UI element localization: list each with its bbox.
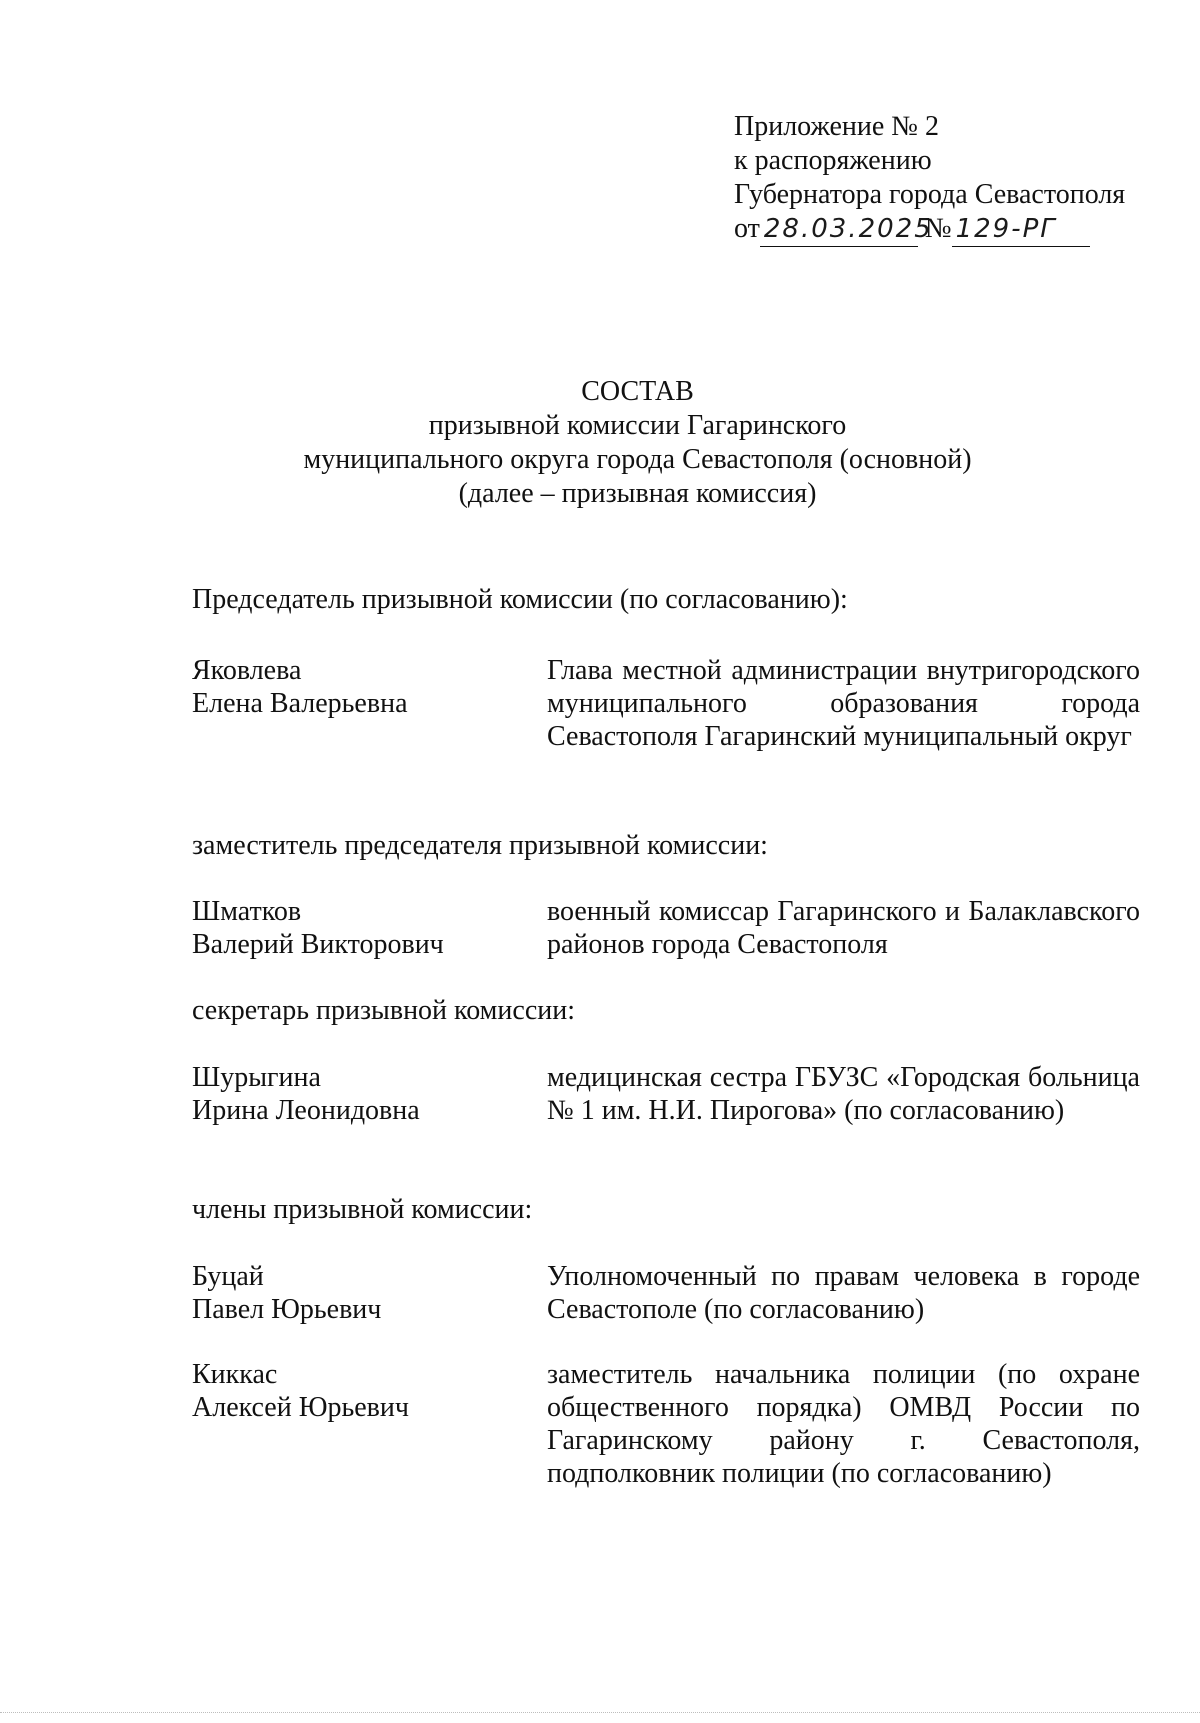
secretary-given-name: Ирина Леонидовна	[192, 1095, 420, 1126]
document-title	[0, 375, 1200, 511]
appendix-header	[734, 110, 1125, 247]
date-field	[760, 212, 933, 247]
chair-position: Глава местной администрации внутригородского муниципального образования города Севастополя Гагаринский муниципальный округ	[547, 655, 1140, 752]
title-main: СОСТАВ	[581, 376, 694, 407]
handwritten-date: 28.03.2025	[763, 214, 933, 244]
deputy-position: военный комиссар Гагаринского и Балаклавского районов города Севастополя	[547, 896, 1140, 960]
deputy-given-name: Валерий Викторович	[192, 929, 444, 960]
appendix-line-2: к распоряжению	[734, 145, 932, 176]
member-2-name	[192, 1358, 522, 1424]
secretary-name	[192, 1061, 522, 1127]
deputy-surname: Шматков	[192, 896, 302, 927]
secretary-position: медицинская сестра ГБУЗС «Городская больница № 1 им. Н.И. Пирогова» (по согласованию)	[547, 1062, 1140, 1126]
member-2-given-name: Алексей Юрьевич	[192, 1392, 409, 1423]
member-1-position: Уполномоченный по правам человека в городе Севастополе (по согласованию)	[547, 1261, 1140, 1325]
scan-edge-line	[0, 1712, 1200, 1715]
number-prefix: №	[924, 213, 952, 244]
chair-name	[192, 654, 522, 720]
handwritten-number: 129-РГ	[955, 214, 1057, 244]
member-2-position: заместитель начальника полиции (по охране общественного порядка) ОМВД России по Гагаринскому району г. Севастополя, подполковник полиции (по согласованию)	[547, 1359, 1140, 1489]
member-1-given-name: Павел Юрьевич	[192, 1294, 382, 1325]
secretary-surname: Шурыгина	[192, 1062, 321, 1093]
members-heading: члены призывной комиссии:	[192, 1194, 533, 1225]
title-line-1: призывной комиссии Гагаринского	[428, 410, 847, 441]
date-prefix: от	[734, 213, 760, 244]
appendix-line-3: Губернатора города Севастополя	[734, 179, 1126, 210]
chair-heading: Председатель призывной комиссии (по согласованию):	[192, 584, 848, 615]
number-field	[952, 212, 1090, 247]
member-1-surname: Буцай	[192, 1261, 264, 1292]
title-line-3: (далее – призывная комиссия)	[458, 478, 817, 509]
member-1-name	[192, 1260, 522, 1326]
title-line-2: муниципального округа города Севастополя (основной)	[303, 444, 972, 475]
deputy-heading: заместитель председателя призывной комиссии:	[192, 830, 768, 861]
deputy-name	[192, 895, 522, 961]
chair-surname: Яковлева	[192, 655, 302, 686]
member-2-surname: Киккас	[192, 1359, 278, 1390]
secretary-heading: секретарь призывной комиссии:	[192, 995, 575, 1026]
chair-given-name: Елена Валерьевна	[192, 688, 408, 719]
appendix-line-1: Приложение № 2	[734, 111, 939, 142]
appendix-date-line	[734, 212, 1125, 247]
